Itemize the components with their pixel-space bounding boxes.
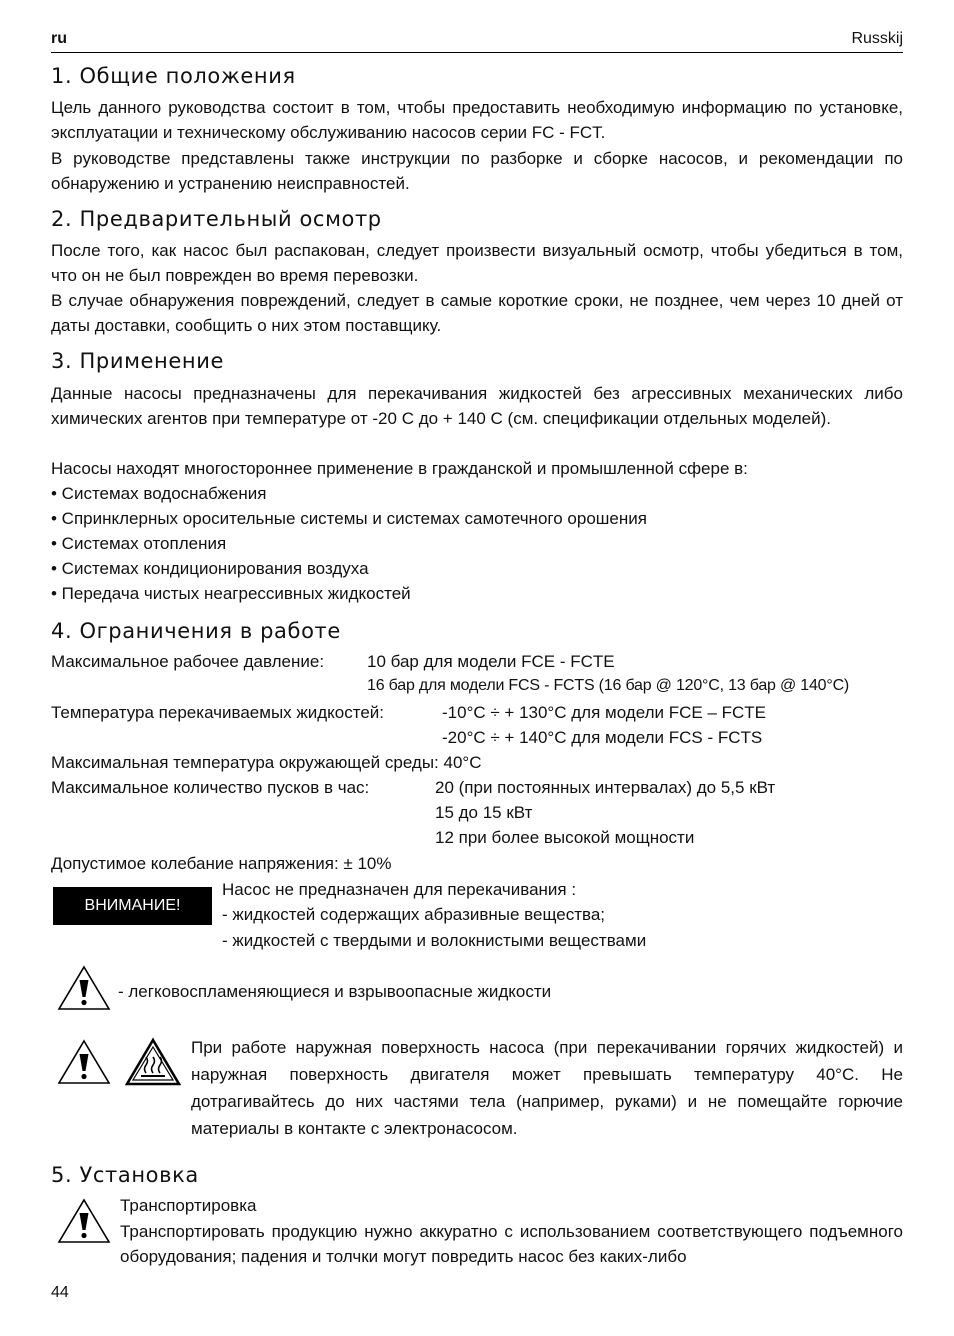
section-1-para-2: В руководстве представлены также инструкции по разборке и сборке насосов, и рекомендации по обнаружению и устранению неисправностей. (51, 149, 903, 194)
language-code: ru (51, 30, 67, 47)
pressure-value-2: 16 бар для модели FCS - FCTS (16 бар @ 120°C, 13 бар @ 140°C) (367, 677, 850, 694)
temp-value-2: -20°C ÷ + 140°C для модели FCS - FCTS (442, 728, 763, 747)
starts-label: Максимальное количество пусков в час: (51, 778, 370, 797)
hot-surface-icon (125, 1037, 181, 1087)
pressure-label: Максимальное рабочее давление: (51, 652, 325, 671)
section-2-para-1: После того, как насос был распакован, следует произвести визуальный осмотр, чтобы убедиться в том, что он не был поврежден во время перевозки. (51, 241, 903, 286)
section-1-para-1: Цель данного руководства состоит в том, чтобы предоставить необходимую информацию по установке, эксплуатации и техническому обслуживанию насосов серии FC - FCT. (51, 98, 903, 143)
list-item: • Системах кондиционирования воздуха (51, 559, 369, 578)
warning-triangle-icon (57, 964, 111, 1012)
section-5-title: 5. Установка (51, 1163, 199, 1187)
starts-value-2: 15 до 15 кВт (435, 803, 533, 822)
warning-triangle-icon (57, 1038, 111, 1086)
section-2-para-2: В случае обнаружения повреждений, следует в самые короткие сроки, не позднее, чем через 10 дней от даты доставки, сообщить о них этом поставщику. (51, 291, 903, 336)
transport-paragraph: Транспортировать продукцию нужно аккуратно с использованием соответствующего подъемного оборудования; падения и толчки могут повредить насос без каких-либо (120, 1222, 903, 1267)
section-1-title: 1. Общие положения (51, 64, 296, 88)
warning-line-2: - жидкостей содержащих абразивные вещества; (222, 905, 606, 924)
list-item: • Системах водоснабжения (51, 484, 267, 503)
starts-value-3: 12 при более высокой мощности (435, 828, 695, 847)
starts-value-1: 20 (при постоянных интервалах) до 5,5 кВт (435, 778, 776, 797)
section-3-para-1: Данные насосы предназначены для перекачивания жидкостей без агрессивных механических либо химических агентов при температуре от -20 С до + 140 С (см. спецификации отдельных моделей). (51, 384, 903, 429)
flammable-warning: - легковоспламеняющиеся и взрывоопасные жидкости (118, 982, 552, 1001)
list-item: • Системах отопления (51, 534, 227, 553)
temp-label: Температура перекачиваемых жидкостей: (51, 703, 385, 722)
section-3-para-2: Насосы находят многостороннее применение в гражданской и промышленной сфере в: (51, 459, 748, 478)
list-item: • Спринклерных оросительные системы и системах самотечного орошения (51, 509, 647, 528)
pressure-value-1: 10 бар для модели FCE - FCTE (367, 652, 615, 671)
warning-badge: ВНИМАНИЕ! (53, 887, 212, 925)
section-2-title: 2. Предварительный осмотр (51, 207, 382, 231)
warning-triangle-icon (57, 1197, 111, 1245)
transport-subtitle: Транспортировка (120, 1196, 257, 1215)
section-3-title: 3. Применение (51, 349, 224, 373)
language-name: Russkij (851, 30, 903, 47)
temp-value-1: -10°C ÷ + 130°C для модели FCE – FCTE (442, 703, 767, 722)
list-item: • Передача чистых неагрессивных жидкостей (51, 584, 411, 603)
page-number: 44 (51, 1284, 69, 1301)
page-header (51, 30, 903, 53)
ambient-temp: Максимальная температура окружающей среды: 40°C (51, 753, 482, 772)
hot-surface-warning: При работе наружная поверхность насоса (при перекачивании горячих жидкостей) и наружная поверхность двигателя может превышать температуру 40°C. Не дотрагивайтесь до них частями тела (например, руками) и не помещайте горючие материалы в контакте с электронасосом. (191, 1038, 903, 1138)
warning-line-3: - жидкостей с твердыми и волокнистыми веществами (222, 931, 647, 950)
section-4-title: 4. Ограничения в работе (51, 619, 341, 643)
voltage-tolerance: Допустимое колебание напряжения: ± 10% (51, 854, 392, 873)
warning-line-1: Насос не предназначен для перекачивания : (222, 880, 577, 899)
